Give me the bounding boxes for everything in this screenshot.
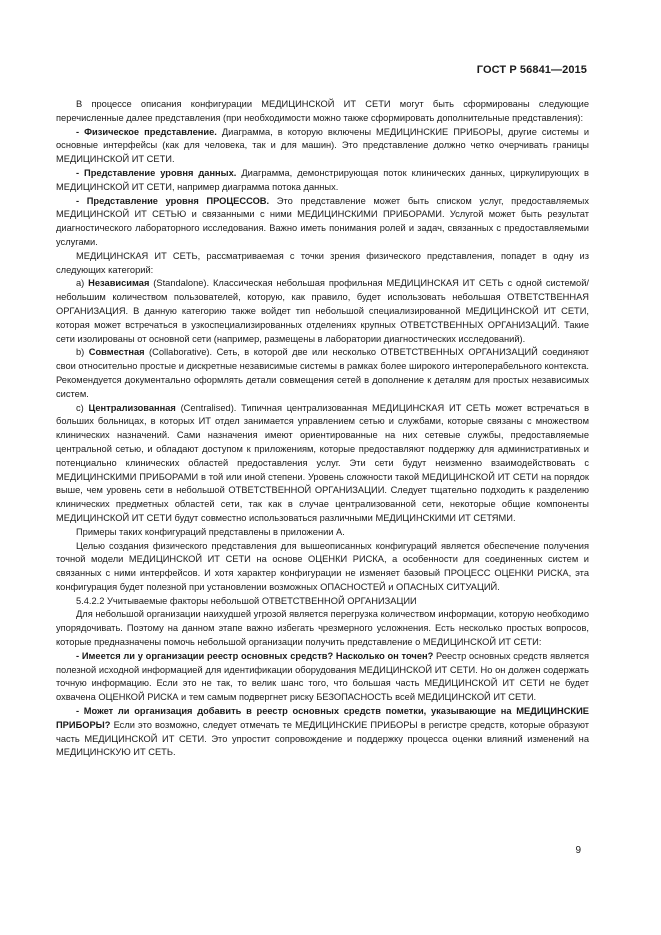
paragraph-intro: В процессе описания конфигурации МЕДИЦИНСКОЙ ИТ СЕТИ могут быть сформированы следующие перечисленные далее представления (при необходимости можно также сформировать дополнительные представления): xyxy=(56,99,589,123)
paragraph-process-view: - Представление уровня ПРОЦЕССОВ. Это представление может быть списком услуг, предоставляемых МЕДИЦИНСКОЙ ИТ СЕТЬЮ и связанными с ними МЕДИЦИНСКИМИ ПРИБОРАМИ. Услугой может быть результат диагностического лабораторного исследования. Важно иметь понимания ролей и задач, связанных с предоставляемыми услугами. xyxy=(56,195,589,247)
paragraph-small-org: Для небольшой организации наихудшей угрозой является перегрузка количеством информации, которую необходимо упорядочивать. Поэтому на данном этапе важно избегать чрезмерного усложнения. Есть несколько простых вопросов, которые предназначены помочь небольшой организации получить представление о МЕДИЦИНСКОЙ ИТ СЕТИ: xyxy=(56,609,589,648)
paragraph-categories: МЕДИЦИНСКАЯ ИТ СЕТЬ, рассматриваемая с точки зрения физического представления, попадет в одну из следующих категорий: xyxy=(56,250,589,275)
paragraph-examples: Примеры таких конфигураций представлены в приложении А. xyxy=(76,526,345,537)
list-item-collaborative: b) Совместная (Collaborative). Сеть, в которой две или несколько ОТВЕТСТВЕННЫХ ОРГАНИЗАЦИЙ соединяют свои относительно простые и дискретные независимые системы в рамках более широкого интероперабельного контекста. Рекомендуется документально оформлять детали совмещения сетей в дополнение к деталям для простых независимых систем. xyxy=(56,347,589,399)
term-collaborative: Совместная xyxy=(88,347,145,358)
paragraph-asset-register: - Имеется ли у организации реестр основных средств? Насколько он точен? Реестр основных средств является полезной исходной информацией для идентификации оборудования МЕДИЦИНСКОЙ ИТ СЕТИ. Но он должен содержать точную информацию. Если это не так, то велик шанс того, что большая часть МЕДИЦИНСКОЙ ИТ СЕТИ не будет охвачена ОЦЕНКОЙ РИСКА и тем самым подвергнет риску БЕЗОПАСНОСТЬ всей МЕДИЦИНСКОЙ ИТ СЕТИ. xyxy=(56,650,589,703)
paragraph-physical-view: - Физическое представление. Диаграмма, в которую включены МЕДИЦИНСКИЕ ПРИБОРЫ, другие системы и основные интерфейсы (как для человека, так и для машин). Это представление должно четко очерчивать границы МЕДИЦИНСКОЙ ИТ СЕТИ. xyxy=(56,126,590,165)
question-asset-register: - Имеется ли у организации реестр основных средств? Насколько он точен? xyxy=(76,650,434,661)
term-data-view: - Представление уровня данных. xyxy=(76,167,237,178)
question-register-marks: - Может ли организация добавить в реестр основных средств пометки, указывающие на МЕДИЦИНСКИЕ ПРИБОРЫ? xyxy=(56,706,589,730)
list-item-standalone: a) Независимая (Standalone). Классическая небольшая профильная МЕДИЦИНСКАЯ ИТ СЕТЬ с одной системой/небольшим количеством пользователей, которую, как правило, будет использовать небольшая ОТВЕТСТВЕННАЯ ОРГАНИЗАЦИЯ. В данную категорию также войдет тип небольшой специализированной МЕДИЦИНСКОЙ ИТ СЕТИ, которая может встречаться в узкоспециализированных отделениях крупных ОТВЕТСТВЕННЫХ ОРГАНИЗАЦИЙ. Такие сети изолированы от основной сети (например, размещены в лаборатории диагностических исследований). xyxy=(56,278,589,344)
term-process-view: - Представление уровня ПРОЦЕССОВ. xyxy=(76,195,270,206)
term-physical-view: - Физическое представление. xyxy=(76,126,217,137)
paragraph-register-marks: - Может ли организация добавить в реестр основных средств пометки, указывающие на МЕДИЦИНСКИЕ ПРИБОРЫ? Если это возможно, следует отмечать те МЕДИЦИНСКИЕ ПРИБОРЫ в регистре средств, которые образуют часть МЕДИЦИНСКОЙ ИТ СЕТИ. Это упростит сопровождение и поддержку процесса оценки влияний изменений на МЕДИЦИНСКУЮ ИТ СЕТЬ. xyxy=(56,706,589,758)
document-body xyxy=(56,98,589,760)
term-centralised: Централизованная xyxy=(88,402,176,413)
section-heading-5-4-2-2: 5.4.2.2 Учитываемые факторы небольшой ОТВЕТСТВЕННОЙ ОРГАНИЗАЦИИ xyxy=(76,595,417,606)
term-standalone: Независимая xyxy=(88,278,150,289)
paragraph-data-view: - Представление уровня данных. Диаграмма, демонстрирующая поток клинических данных, циркулирующих в МЕДИЦИНСКОЙ ИТ СЕТИ, например диаграмма потока данных. xyxy=(56,167,589,192)
page-number: 9 xyxy=(575,845,581,856)
standard-header: ГОСТ Р 56841—2015 xyxy=(476,64,587,76)
list-item-centralised: c) Централизованная (Centralised). Типичная централизованная МЕДИЦИНСКАЯ ИТ СЕТЬ может встречаться в больших больницах, в которых ИТ отдел занимается управлением сетью и службами, которые связаны с множеством клинических назначений. Сами назначения имеют ориентированные на них сетевые службы, предоставляемые центральной сетью, и обладают доступом к приложениям, которые предоставляют поддержку для административных и потенциально клинических областей предоставления услуг. Эти сети будут неизменно взаимодействовать с МЕДИЦИНСКИМИ ПРИБОРАМИ в той или иной степени. Уровень сложности такой МЕДИЦИНСКОЙ ИТ СЕТИ на порядок выше, чем уровень сети в небольшой ОТВЕТСТВЕННОЙ ОРГАНИЗАЦИИ. Следует тщательно подходить к разделению клинических предметных областей сети, так как в случае централизованной сети, некоторые общие компоненты МЕДИЦИНСКОЙ ИТ СЕТИ будут совместно использоваться различными МЕДИЦИНСКИМИ ИТ СЕТЯМИ. xyxy=(56,402,590,523)
paragraph-purpose: Целью создания физического представления для вышеописанных конфигураций является обеспечение получения точной модели МЕДИЦИНСКОЙ ИТ СЕТИ на основе ОЦЕНКИ РИСКА, а особенности для соединенных систем и связанных с ними интерфейсов. И хотя характер конфигурации не изменяет базовый ПРОЦЕСС ОЦЕНКИ РИСКА, эта конфигурация будет полезной при установлении возможных ОПАСНОСТЕЙ и ОПАСНЫХ СИТУАЦИЙ. xyxy=(56,540,589,592)
